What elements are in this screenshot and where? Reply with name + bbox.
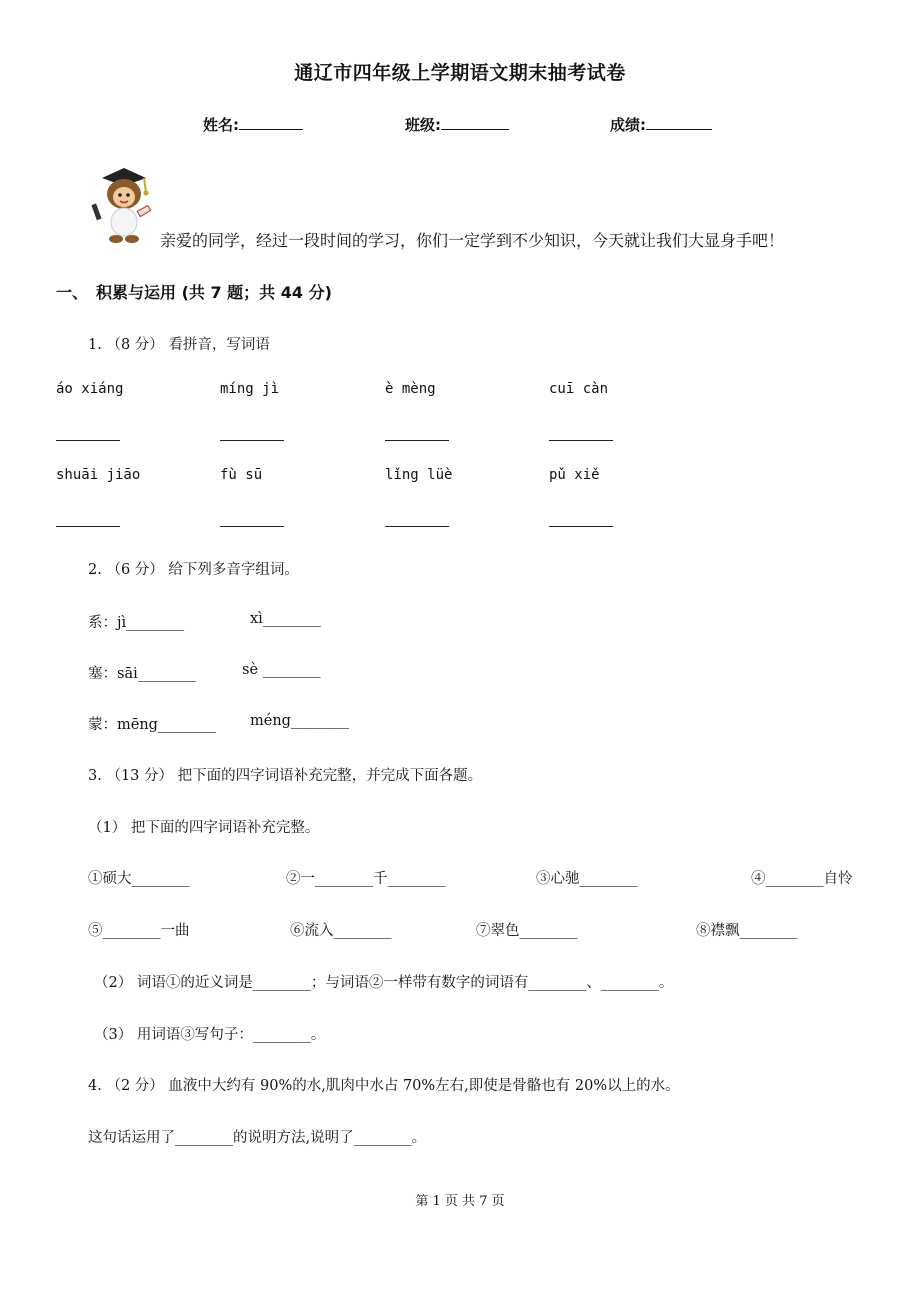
score-blank[interactable] xyxy=(646,115,712,130)
polyphone-row-3b[interactable]: méng________ xyxy=(250,713,349,729)
name-field[interactable] xyxy=(203,114,303,135)
idiom-item-4[interactable]: ④________自怜 xyxy=(751,871,853,887)
class-label: 班级: xyxy=(405,116,441,134)
score-field[interactable] xyxy=(610,114,712,135)
polyphone-row-3a[interactable]: 蒙：mēng________ xyxy=(88,717,216,733)
name-blank[interactable] xyxy=(239,115,303,130)
question-4-line2[interactable]: 这句话运用了________的说明方法,说明了________。 xyxy=(88,1130,427,1146)
question-1-heading: 1. （8 分） 看拼音，写词语 xyxy=(88,337,270,353)
page-title: 通辽市四年级上学期语文期末抽考试卷 xyxy=(294,62,626,84)
question-3-sub1: （1） 把下面的四字词语补充完整。 xyxy=(88,820,320,836)
question-4-heading: 4. （2 分） 血液中大约有 90%的水,肌肉中水占 70%左右,即使是骨骼也有 20%以上的水。 xyxy=(88,1078,680,1094)
pinyin-6: fù sū xyxy=(220,467,263,483)
class-blank[interactable] xyxy=(441,115,509,130)
question-2-heading: 2. （6 分） 给下列多音字组词。 xyxy=(88,562,299,578)
answer-blank-6[interactable] xyxy=(220,526,284,527)
pinyin-1: áo xiáng xyxy=(56,381,124,397)
pinyin-7: lǐng lüè xyxy=(385,467,453,483)
score-label: 成绩: xyxy=(610,116,646,134)
greeting-text: 亲爱的同学，经过一段时间的学习，你们一定学到不少知识，今天就让我们大显身手吧！ xyxy=(160,231,785,250)
question-3-sub2[interactable]: （2） 词语①的近义词是________；与词语②一样带有数字的词语有________、________。 xyxy=(94,975,674,991)
section-1-heading: 一、 积累与运用 (共 7 题；共 44 分) xyxy=(56,283,332,302)
polyphone-row-2a[interactable]: 塞：sāi________ xyxy=(88,666,196,682)
student-mascot-icon xyxy=(88,164,154,246)
answer-blank-4[interactable] xyxy=(549,440,613,441)
name-label: 姓名: xyxy=(203,116,239,134)
idiom-item-5[interactable]: ⑤________一曲 xyxy=(88,923,190,939)
pinyin-4: cuī càn xyxy=(549,381,609,397)
answer-blank-8[interactable] xyxy=(549,526,613,527)
pinyin-3: è mèng xyxy=(385,381,436,397)
pinyin-5: shuāi jiāo xyxy=(56,467,141,483)
class-field[interactable] xyxy=(405,114,509,135)
idiom-item-8[interactable]: ⑧襟飘________ xyxy=(696,923,798,939)
page-footer: 第 1 页 共 7 页 xyxy=(415,1194,505,1209)
question-3-heading: 3. （13 分） 把下面的四字词语补充完整，并完成下面各题。 xyxy=(88,768,483,784)
idiom-item-2[interactable]: ②一________千________ xyxy=(286,871,446,887)
idiom-item-7[interactable]: ⑦翠色________ xyxy=(476,923,578,939)
polyphone-row-1b[interactable]: xì________ xyxy=(250,611,321,627)
question-3-sub3[interactable]: （3） 用词语③写句子：________。 xyxy=(94,1027,326,1043)
answer-blank-3[interactable] xyxy=(385,440,449,441)
idiom-item-1[interactable]: ①硕大________ xyxy=(88,871,190,887)
polyphone-row-1a[interactable]: 系：jì________ xyxy=(88,615,185,631)
polyphone-row-2b[interactable]: sè ________ xyxy=(242,662,321,678)
idiom-item-3[interactable]: ③心驰________ xyxy=(536,871,638,887)
idiom-item-6[interactable]: ⑥流入________ xyxy=(290,923,392,939)
answer-blank-1[interactable] xyxy=(56,440,120,441)
answer-blank-7[interactable] xyxy=(385,526,449,527)
answer-blank-2[interactable] xyxy=(220,440,284,441)
answer-blank-5[interactable] xyxy=(56,526,120,527)
pinyin-2: míng jì xyxy=(220,381,280,397)
pinyin-8: pǔ xiě xyxy=(549,467,600,483)
